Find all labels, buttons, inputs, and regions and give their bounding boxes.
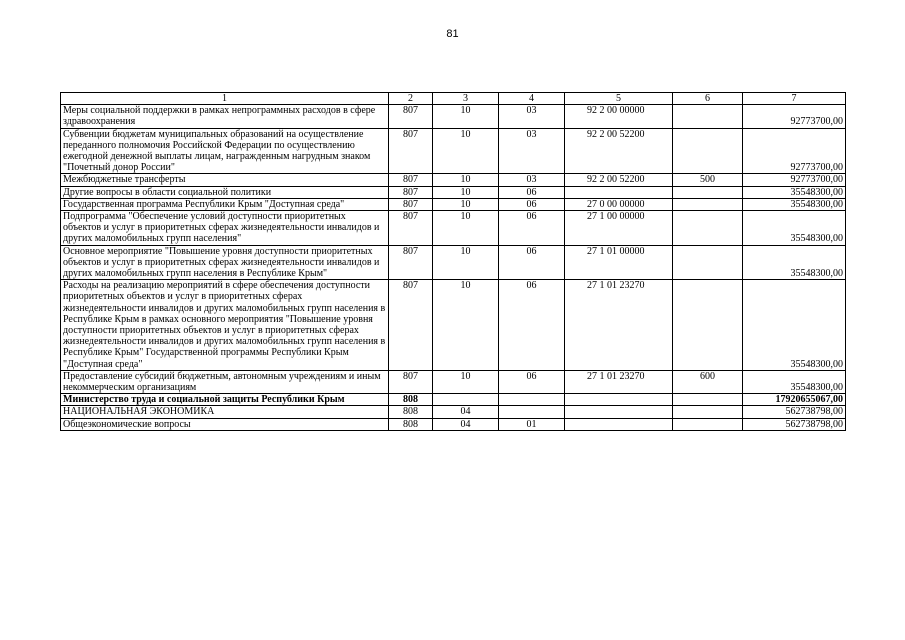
cell-target-article: 92 2 00 52200 — [565, 128, 673, 174]
cell-name: НАЦИОНАЛЬНАЯ ЭКОНОМИКА — [61, 406, 389, 418]
cell-subsection: 06 — [499, 280, 565, 371]
cell-chapter: 807 — [389, 105, 433, 128]
cell-expense-type — [673, 105, 743, 128]
cell-name: Расходы на реализацию мероприятий в сфере обеспечения доступности приоритетных объектов и услуг в приоритетных сферах жизнедеятельности инвалидов и других маломобильных групп населения в Республике Крым в рамках основного мероприятия "Повышение уровня доступности приоритетных объектов и услуг в приоритетных сферах жизнедеятельности инвалидов и других маломобильных групп населения в Республике Крым" Государственной программы Республики Крым "Доступная среда" — [61, 280, 389, 371]
cell-chapter: 807 — [389, 370, 433, 393]
cell-amount: 35548300,00 — [743, 245, 846, 280]
cell-target-article — [565, 406, 673, 418]
cell-target-article: 92 2 00 52200 — [565, 174, 673, 186]
cell-section: 10 — [433, 370, 499, 393]
cell-chapter: 807 — [389, 128, 433, 174]
cell-expense-type — [673, 280, 743, 371]
table-row — [61, 394, 846, 406]
cell-chapter: 808 — [389, 394, 433, 406]
cell-section: 10 — [433, 198, 499, 210]
table-row — [61, 174, 846, 186]
cell-chapter: 807 — [389, 211, 433, 246]
cell-subsection: 06 — [499, 198, 565, 210]
cell-section: 04 — [433, 418, 499, 430]
cell-subsection: 03 — [499, 128, 565, 174]
cell-expense-type — [673, 211, 743, 246]
cell-chapter: 807 — [389, 198, 433, 210]
header-cell: 2 — [389, 93, 433, 105]
cell-amount: 562738798,00 — [743, 418, 846, 430]
cell-subsection: 06 — [499, 245, 565, 280]
page-number: 81 — [446, 28, 459, 40]
cell-expense-type — [673, 128, 743, 174]
cell-expense-type — [673, 245, 743, 280]
table-row — [61, 370, 846, 393]
cell-name: Предоставление субсидий бюджетным, автономным учреждениям и иным некоммерческим организациям — [61, 370, 389, 393]
table-row — [61, 280, 846, 371]
table-row — [61, 418, 846, 430]
cell-target-article — [565, 418, 673, 430]
cell-name: Основное мероприятие "Повышение уровня доступности приоритетных объектов и услуг в приоритетных сферах жизнедеятельности инвалидов и других маломобильных групп населения в Республике Крым" — [61, 245, 389, 280]
cell-name: Меры социальной поддержки в рамках непрограммных расходов в сфере здравоохранения — [61, 105, 389, 128]
table-row — [61, 245, 846, 280]
cell-amount: 35548300,00 — [743, 211, 846, 246]
cell-amount: 562738798,00 — [743, 406, 846, 418]
table-row — [61, 186, 846, 198]
cell-amount: 35548300,00 — [743, 370, 846, 393]
cell-section — [433, 394, 499, 406]
header-cell: 4 — [499, 93, 565, 105]
cell-subsection — [499, 406, 565, 418]
cell-target-article: 27 1 01 23270 — [565, 370, 673, 393]
cell-section: 10 — [433, 186, 499, 198]
cell-name: Подпрограмма "Обеспечение условий доступности приоритетных объектов и услуг в приоритетных сферах жизнедеятельности инвалидов и других маломобильных групп населения" — [61, 211, 389, 246]
cell-expense-type: 500 — [673, 174, 743, 186]
cell-name: Общеэкономические вопросы — [61, 418, 389, 430]
cell-name: Министерство труда и социальной защиты Республики Крым — [61, 394, 389, 406]
table-header-row — [61, 93, 846, 105]
table-row — [61, 406, 846, 418]
cell-chapter: 808 — [389, 406, 433, 418]
cell-subsection: 06 — [499, 211, 565, 246]
cell-target-article — [565, 186, 673, 198]
cell-name: Межбюджетные трансферты — [61, 174, 389, 186]
header-cell: 1 — [61, 93, 389, 105]
cell-subsection: 03 — [499, 174, 565, 186]
cell-chapter: 807 — [389, 280, 433, 371]
cell-section: 10 — [433, 245, 499, 280]
cell-amount: 17920655067,00 — [743, 394, 846, 406]
cell-amount: 92773700,00 — [743, 174, 846, 186]
cell-subsection: 03 — [499, 105, 565, 128]
cell-subsection — [499, 394, 565, 406]
cell-amount: 35548300,00 — [743, 280, 846, 371]
cell-chapter: 807 — [389, 186, 433, 198]
table-row — [61, 105, 846, 128]
cell-subsection: 06 — [499, 186, 565, 198]
cell-target-article: 27 1 00 00000 — [565, 211, 673, 246]
header-cell: 6 — [673, 93, 743, 105]
cell-subsection: 06 — [499, 370, 565, 393]
cell-amount: 35548300,00 — [743, 198, 846, 210]
cell-name: Другие вопросы в области социальной политики — [61, 186, 389, 198]
cell-chapter: 808 — [389, 418, 433, 430]
table-row — [61, 198, 846, 210]
header-cell: 5 — [565, 93, 673, 105]
cell-section: 10 — [433, 105, 499, 128]
cell-section: 10 — [433, 174, 499, 186]
cell-target-article: 92 2 00 00000 — [565, 105, 673, 128]
cell-expense-type — [673, 186, 743, 198]
cell-section: 10 — [433, 280, 499, 371]
cell-name: Государственная программа Республики Крым "Доступная среда" — [61, 198, 389, 210]
cell-amount: 92773700,00 — [743, 105, 846, 128]
cell-chapter: 807 — [389, 245, 433, 280]
cell-target-article: 27 1 01 00000 — [565, 245, 673, 280]
cell-expense-type — [673, 198, 743, 210]
cell-expense-type — [673, 418, 743, 430]
cell-target-article — [565, 394, 673, 406]
header-cell: 3 — [433, 93, 499, 105]
cell-name: Субвенции бюджетам муниципальных образований на осуществление переданного полномочия Российской Федерации по осуществлению ежегодной денежной выплаты лицам, награжденным нагрудным знаком "Почетный донор России" — [61, 128, 389, 174]
table-row — [61, 128, 846, 174]
cell-target-article: 27 0 00 00000 — [565, 198, 673, 210]
cell-chapter: 807 — [389, 174, 433, 186]
cell-amount: 35548300,00 — [743, 186, 846, 198]
cell-section: 04 — [433, 406, 499, 418]
budget-table — [60, 92, 846, 431]
cell-section: 10 — [433, 211, 499, 246]
cell-expense-type — [673, 394, 743, 406]
cell-expense-type: 600 — [673, 370, 743, 393]
table-row — [61, 211, 846, 246]
cell-target-article: 27 1 01 23270 — [565, 280, 673, 371]
cell-amount: 92773700,00 — [743, 128, 846, 174]
header-cell: 7 — [743, 93, 846, 105]
cell-expense-type — [673, 406, 743, 418]
cell-subsection: 01 — [499, 418, 565, 430]
cell-section: 10 — [433, 128, 499, 174]
